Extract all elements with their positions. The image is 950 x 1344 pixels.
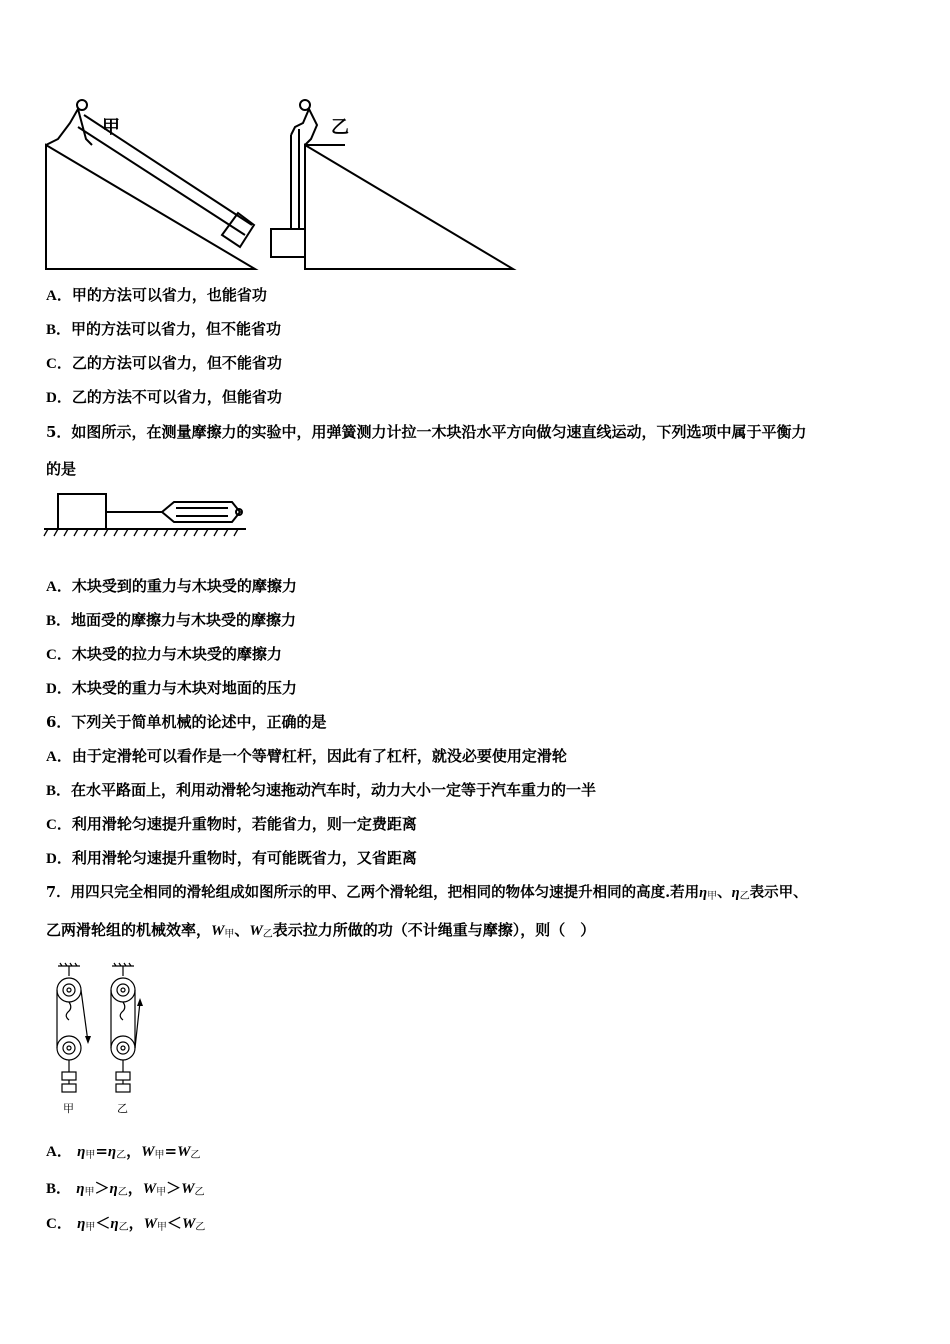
q6-option-a: A．由于定滑轮可以看作是一个等臂杠杆，因此有了杠杆，就没必要使用定滑轮 bbox=[46, 747, 567, 765]
q5-option-b: B．地面受的摩擦力与木块受的摩擦力 bbox=[46, 611, 297, 629]
label-yi: 乙 bbox=[331, 117, 349, 138]
label-jia: 甲 bbox=[102, 117, 120, 138]
pulley-label-jia: 甲 bbox=[63, 1102, 74, 1115]
q4-option-c: C．乙的方法可以省力，但不能省功 bbox=[46, 354, 282, 372]
pulley-label-yi: 乙 bbox=[117, 1102, 128, 1115]
incline-figure-jia bbox=[40, 95, 260, 275]
q6-stem: 6．下列关于简单机械的论述中，正确的是 bbox=[46, 713, 327, 731]
q5-stem-line2: 的是 bbox=[46, 460, 77, 478]
q6-option-d: D．利用滑轮匀速提升重物时，有可能既省力，又省距离 bbox=[46, 849, 417, 867]
q5-option-d: D．木块受的重力与木块对地面的压力 bbox=[46, 679, 297, 697]
q7-option-a: A． $\eta_甲=\eta_乙$，$W_甲=W_乙$ bbox=[46, 1142, 201, 1161]
q4-option-b: B．甲的方法可以省力，但不能省功 bbox=[46, 320, 282, 338]
q7-option-c: C． $\eta_甲<\eta_乙$，$W_甲<W_乙$ bbox=[46, 1214, 206, 1233]
q6-option-c: C．利用滑轮匀速提升重物时，若能省力，则一定费距离 bbox=[46, 815, 417, 833]
q5-option-c: C．木块受的拉力与木块受的摩擦力 bbox=[46, 645, 282, 663]
spring-scale-figure bbox=[44, 488, 254, 540]
q7-option-b: B． $\eta_甲>\eta_乙$，$W_甲>W_乙$ bbox=[46, 1179, 205, 1198]
q5-option-a: A．木块受到的重力与木块受的摩擦力 bbox=[46, 577, 297, 595]
q7-stem-line1: 7．用四只完全相同的滑轮组成如图所示的甲、乙两个滑轮组，把相同的物体匀速提升相同的高度.若用$\eta_甲$、$\eta_乙$表示甲、 bbox=[46, 884, 808, 902]
q4-option-a: A．甲的方法可以省力，也能省功 bbox=[46, 286, 267, 304]
q7-stem-line2: 乙两滑轮组的机械效率，$W_甲$、$W_乙$表示拉力所做的功（不计绳重与摩擦），则（ ） bbox=[46, 921, 596, 940]
pulley-figure bbox=[48, 962, 158, 1122]
incline-figure-yi bbox=[265, 95, 525, 275]
q5-stem-line1: 5．如图所示，在测量摩擦力的实验中，用弹簧测力计拉一木块沿水平方向做匀速直线运动，下列选项中属于平衡力 bbox=[46, 423, 807, 441]
q4-option-d: D．乙的方法不可以省力，但能省功 bbox=[46, 388, 282, 406]
q6-option-b: B．在水平路面上，利用动滑轮匀速拖动汽车时，动力大小一定等于汽车重力的一半 bbox=[46, 781, 597, 799]
